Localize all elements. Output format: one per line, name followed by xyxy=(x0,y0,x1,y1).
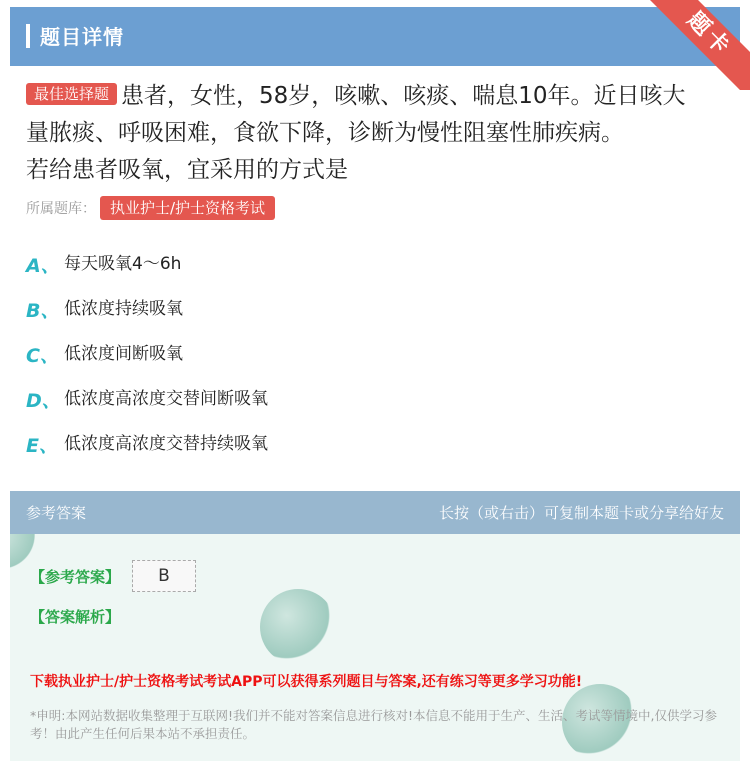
option-letter: C、 xyxy=(26,345,59,367)
option-text: 低浓度高浓度交替间断吸氧 xyxy=(64,389,268,409)
option-a[interactable] xyxy=(26,251,268,296)
options-list xyxy=(26,251,268,476)
header-bar xyxy=(10,7,740,66)
app-promo-link[interactable]: 下载执业护士/护士资格考试考试APP可以获得系列题目与答案,还有练习等更多学习功能! xyxy=(30,674,583,690)
answer-label: 【参考答案】 xyxy=(30,568,121,586)
analysis-label: 【答案解析】 xyxy=(30,608,121,626)
corner-ribbon xyxy=(650,0,750,90)
header-accent xyxy=(26,24,30,48)
option-text: 每天吸氧4～6h xyxy=(64,254,182,274)
option-letter: E、 xyxy=(26,435,58,457)
question-line-3: 若给患者吸氧，宜采用的方式是 xyxy=(26,157,348,183)
option-e[interactable] xyxy=(26,431,268,476)
option-text: 低浓度持续吸氧 xyxy=(64,299,183,319)
option-c[interactable] xyxy=(26,341,268,386)
question-type-badge: 最佳选择题 xyxy=(26,83,117,105)
option-b[interactable] xyxy=(26,296,268,341)
option-letter: D、 xyxy=(26,390,61,412)
source-row xyxy=(26,196,275,220)
disclaimer-text: *申明:本网站数据收集整理于互联网!我们并不能对答案信息进行核对!本信息不能用于生产、生活、考试等情境中,仅供学习参考！由此产生任何后果本站不承担责任。 xyxy=(30,708,717,741)
watermark-logo xyxy=(260,589,336,665)
answer-section-title: 参考答案 xyxy=(26,504,87,522)
question-line-2: 量脓痰、呼吸困难，食欲下降，诊断为慢性阻塞性肺疾病。 xyxy=(26,120,624,146)
ribbon-label: 题卡 xyxy=(650,0,750,90)
option-d[interactable] xyxy=(26,386,268,431)
option-letter: A、 xyxy=(26,255,60,277)
answer-value: B xyxy=(132,560,196,592)
share-hint: 长按（或右击）可复制本题卡或分享给好友 xyxy=(438,504,724,522)
answer-body xyxy=(10,534,740,761)
question-line-1: 患者，女性，58岁，咳嗽、咳痰、喘息10年。近日咳大 xyxy=(121,83,686,109)
source-badge[interactable]: 执业护士/护士资格考试 xyxy=(100,196,275,220)
option-text: 低浓度高浓度交替持续吸氧 xyxy=(64,434,268,454)
page-title: 题目详情 xyxy=(40,25,124,49)
source-label: 所属题库： xyxy=(26,201,96,217)
option-text: 低浓度间断吸氧 xyxy=(64,344,183,364)
answer-section-header xyxy=(10,491,740,534)
option-letter: B、 xyxy=(26,300,60,322)
question-text xyxy=(26,78,726,189)
